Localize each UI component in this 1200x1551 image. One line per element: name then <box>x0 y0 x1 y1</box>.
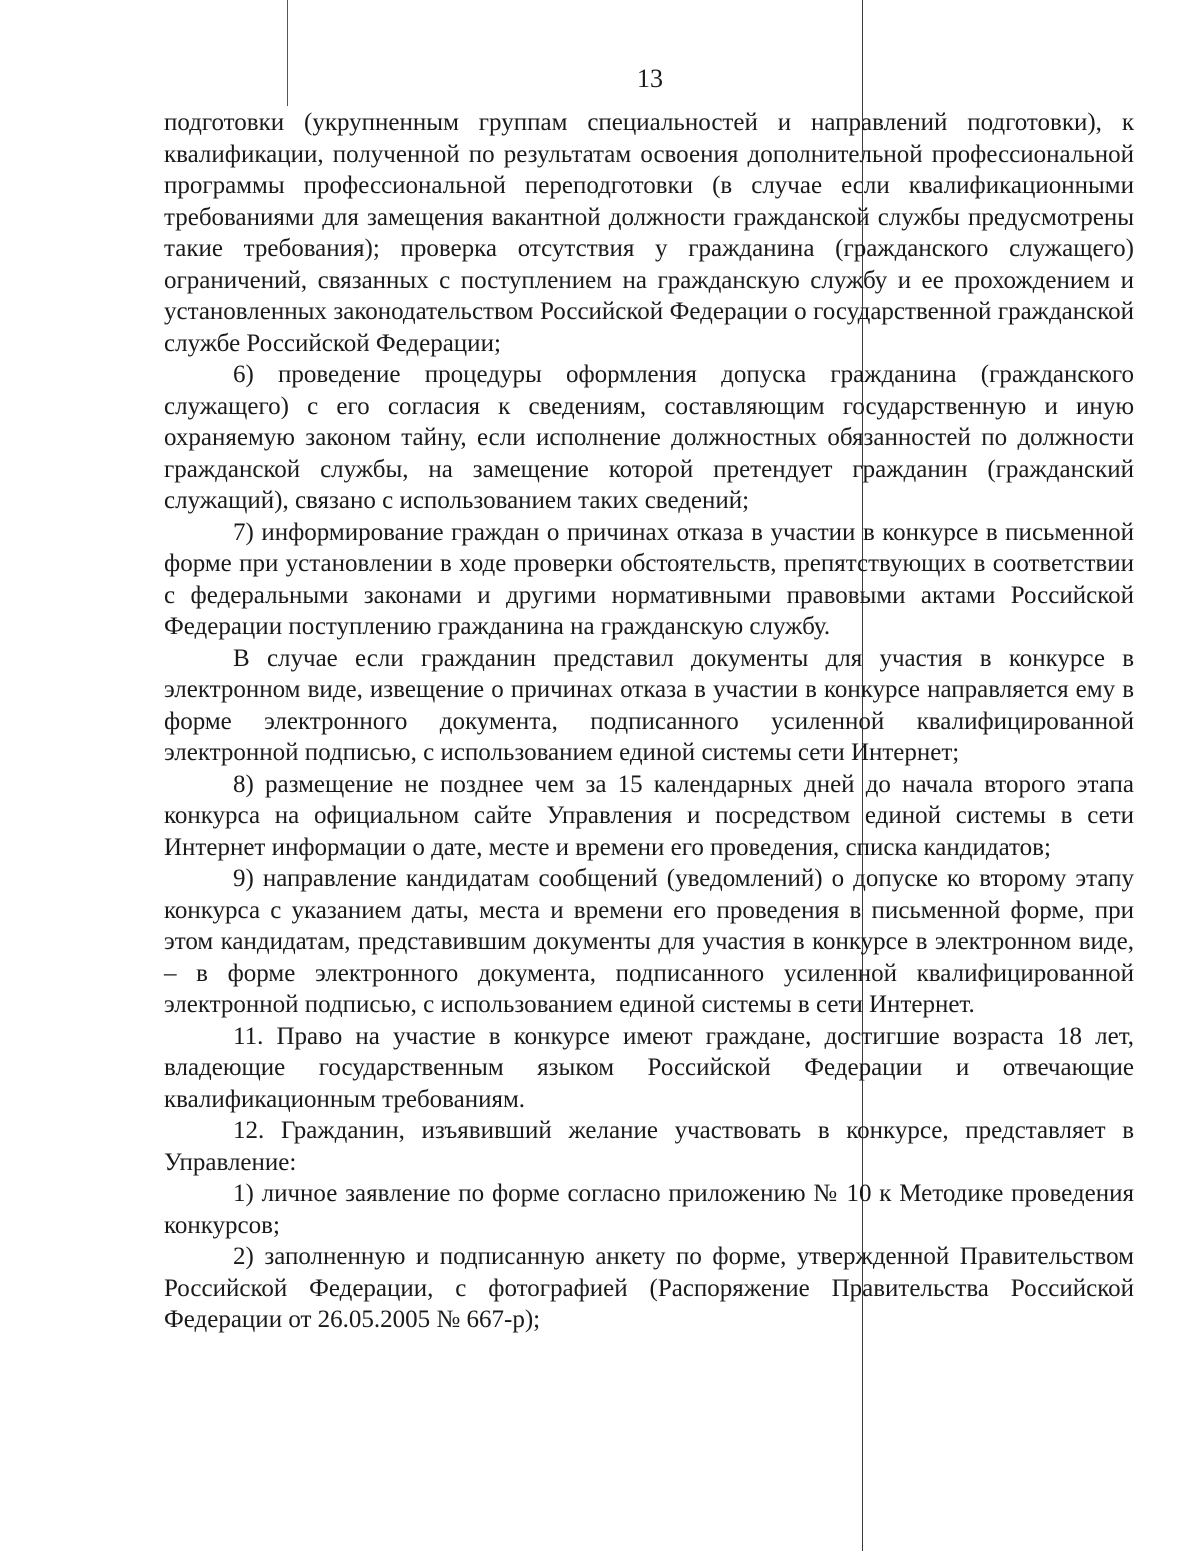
paragraph-item-7: 7) информирование граждан о причинах отказа в участии в конкурсе в письменной форме при установлении в ходе проверки обстоятельств, препятствующих в соответствии с федеральными законами и другими нормативными правовыми актами Российской Федерации поступлению гражданина на гражданскую службу. <box>164 518 1134 640</box>
page-number: 13 <box>637 64 663 93</box>
paragraph-subitem-2: 2) заполненную и подписанную анкету по форме, утвержденной Правительством Российской Федерации, с фотографией (Распоряжение Правительства Российской Федерации от 26.05.2005 № 667-р); <box>164 1243 1134 1333</box>
paragraph-section-11: 11. Право на участие в конкурсе имеют граждане, достигшие возраста 18 лет, владеющие государственным языком Российской Федерации и отвечающие квалификационным требованиям. <box>164 1022 1134 1113</box>
paragraph-section-12: 12. Гражданин, изъявивший желание участвовать в конкурсе, представляет в Управление: <box>164 1117 1134 1176</box>
document-body <box>164 107 1134 1336</box>
paragraph-continuation: подготовки (укрупненным группам специальностей и направлений подготовки), к квалификации, полученной по результатам освоения дополнительной профессиональной программы профессиональной переподготовки (в случае если квалификационными требованиями для замещения вакантной должности гражданской службы предусмотрены такие требования); проверка отсутствия у гражданина (гражданского служащего) ограничений, связанных с поступлением на гражданскую службу и ее прохождением и установленных законодательством Российской Федерации о государственной гражданской службе Российской Федерации; <box>164 109 1134 357</box>
paragraph-item-8: 8) размещение не позднее чем за 15 календарных дней до начала второго этапа конкурса на официальном сайте Управления и посредством единой системы в сети Интернет информации о дате, месте и времени его проведения, списка кандидатов; <box>164 770 1134 861</box>
paragraph-subitem-1: 1) личное заявление по форме согласно приложению № 10 к Методике проведения конкурсов; <box>164 1180 1134 1239</box>
paragraph-item-9: 9) направление кандидатам сообщений (уведомлений) о допуске ко второму этапу конкурса с указанием даты, места и времени его проведения в письменной форме, при этом кандидатам, представившим документы для участия в конкурсе в электронном виде, – в форме электронного документа, подписанного усиленной квалифицированной электронной подписью, с использованием единой системы в сети Интернет. <box>164 865 1134 1018</box>
paragraph-electronic-notice: В случае если гражданин представил документы для участия в конкурсе в электронном виде, извещение о причинах отказа в участии в конкурсе направляется ему в форме электронного документа, подписанного усиленной квалифицированной электронной подписью, с использованием единой системы сети Интернет; <box>164 644 1134 766</box>
paragraph-item-6: 6) проведение процедуры оформления допуска гражданина (гражданского служащего) с его согласия к сведениям, составляющим государственную и иную охраняемую законом тайну, если исполнение должностных обязанностей по должности гражданской службы, на замещение которой претендует гражданин (гражданский служащий), связано с использованием таких сведений; <box>164 361 1134 514</box>
